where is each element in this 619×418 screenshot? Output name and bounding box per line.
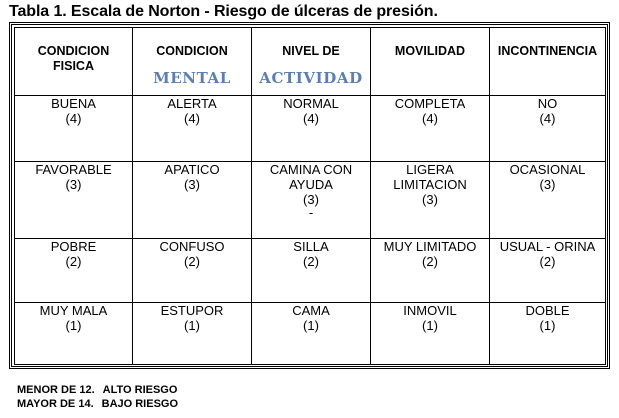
cell-score: (1) — [539, 318, 556, 333]
cell-note: - — [308, 205, 314, 220]
table-cell — [252, 162, 371, 239]
header-line: MOVILIDAD — [394, 44, 466, 58]
header-line: NIVEL DE — [282, 44, 340, 58]
cell-label: FAVORABLE — [35, 162, 112, 177]
table-cell — [15, 96, 133, 162]
header-movilidad — [371, 28, 490, 96]
cell-label: OCASIONAL — [509, 162, 586, 177]
table-cell — [490, 303, 606, 365]
cell-score: (4) — [539, 111, 556, 126]
table-cell — [15, 162, 133, 239]
cell-score: (2) — [422, 254, 438, 269]
table-cell — [490, 96, 606, 162]
table-cell — [371, 303, 490, 365]
table-row — [15, 239, 606, 303]
cell-score: (2) — [303, 254, 319, 269]
header-condicion-fisica — [15, 28, 133, 96]
cell-score: (3) — [184, 177, 200, 192]
cell-label: CAMINA CON AYUDA — [269, 162, 353, 192]
cell-score: (2) — [539, 254, 556, 269]
table-row — [15, 162, 606, 239]
header-subtitle: ACTIVIDAD — [259, 69, 363, 87]
cell-score: (1) — [65, 318, 82, 333]
cell-score: (1) — [184, 318, 200, 333]
table-cell — [133, 303, 252, 365]
legend-line-high-risk — [17, 384, 177, 396]
legend-condition: MENOR DE 12. — [17, 384, 95, 396]
cell-score: (4) — [184, 111, 200, 126]
cell-label: MUY MALA — [39, 303, 108, 318]
legend-risk: BAJO RIESGO — [101, 398, 179, 410]
cell-score: (4) — [65, 111, 82, 126]
table-cell — [490, 162, 606, 239]
table-header-row — [15, 28, 606, 96]
table-cell — [371, 239, 490, 303]
cell-label: APATICO — [164, 162, 220, 177]
cell-label: LIGERA LIMITACION — [393, 162, 467, 192]
cell-label: SILLA — [293, 239, 329, 254]
header-line: INCONTINENCIA — [497, 44, 598, 58]
table-cell — [252, 303, 371, 365]
table-cell — [252, 96, 371, 162]
cell-label: NORMAL — [283, 96, 339, 111]
cell-label: CONFUSO — [159, 239, 225, 254]
cell-label: INMOVIL — [403, 303, 457, 318]
cell-score: (4) — [303, 111, 319, 126]
table-row — [15, 303, 606, 365]
table-cell — [15, 239, 133, 303]
document-title: Tabla 1. Escala de Norton - Riesgo de úlceras de presión. — [9, 3, 438, 20]
header-condicion-mental — [133, 28, 252, 96]
header-line: FISICA — [53, 59, 94, 73]
table-cell — [252, 239, 371, 303]
header-line: CONDICION — [37, 44, 110, 58]
table-cell — [371, 162, 490, 239]
norton-scale-table — [14, 27, 606, 365]
header-incontinencia — [490, 28, 606, 96]
cell-label: ESTUPOR — [160, 303, 224, 318]
cell-label: ALERTA — [167, 96, 217, 111]
header-subtitle: MENTAL — [153, 69, 231, 87]
cell-score: (2) — [65, 254, 82, 269]
cell-label: DOBLE — [525, 303, 570, 318]
cell-label: MUY LIMITADO — [383, 239, 477, 254]
legend-line-low-risk — [17, 398, 178, 410]
cell-score: (3) — [303, 192, 319, 207]
legend-risk: ALTO RIESGO — [102, 384, 178, 396]
cell-score: (1) — [422, 318, 438, 333]
table-cell — [15, 303, 133, 365]
cell-label: CAMA — [292, 303, 330, 318]
table-cell — [371, 96, 490, 162]
cell-score: (3) — [539, 177, 556, 192]
cell-label: COMPLETA — [394, 96, 466, 111]
table-cell — [133, 162, 252, 239]
cell-score: (3) — [422, 192, 438, 207]
header-nivel-actividad — [252, 28, 371, 96]
header-line: CONDICION — [156, 44, 228, 58]
cell-score: (4) — [422, 111, 438, 126]
cell-label: NO — [537, 96, 558, 111]
cell-score: (1) — [303, 318, 319, 333]
cell-score: (3) — [65, 177, 82, 192]
cell-label: POBRE — [50, 239, 97, 254]
table-row — [15, 96, 606, 162]
table-cell — [133, 96, 252, 162]
table-cell — [133, 239, 252, 303]
norton-table-frame — [9, 22, 610, 369]
legend-condition: MAYOR DE 14. — [17, 398, 94, 410]
cell-label: USUAL - ORINA — [499, 239, 596, 254]
cell-label: BUENA — [51, 96, 96, 111]
cell-score: (2) — [184, 254, 200, 269]
table-cell — [490, 239, 606, 303]
